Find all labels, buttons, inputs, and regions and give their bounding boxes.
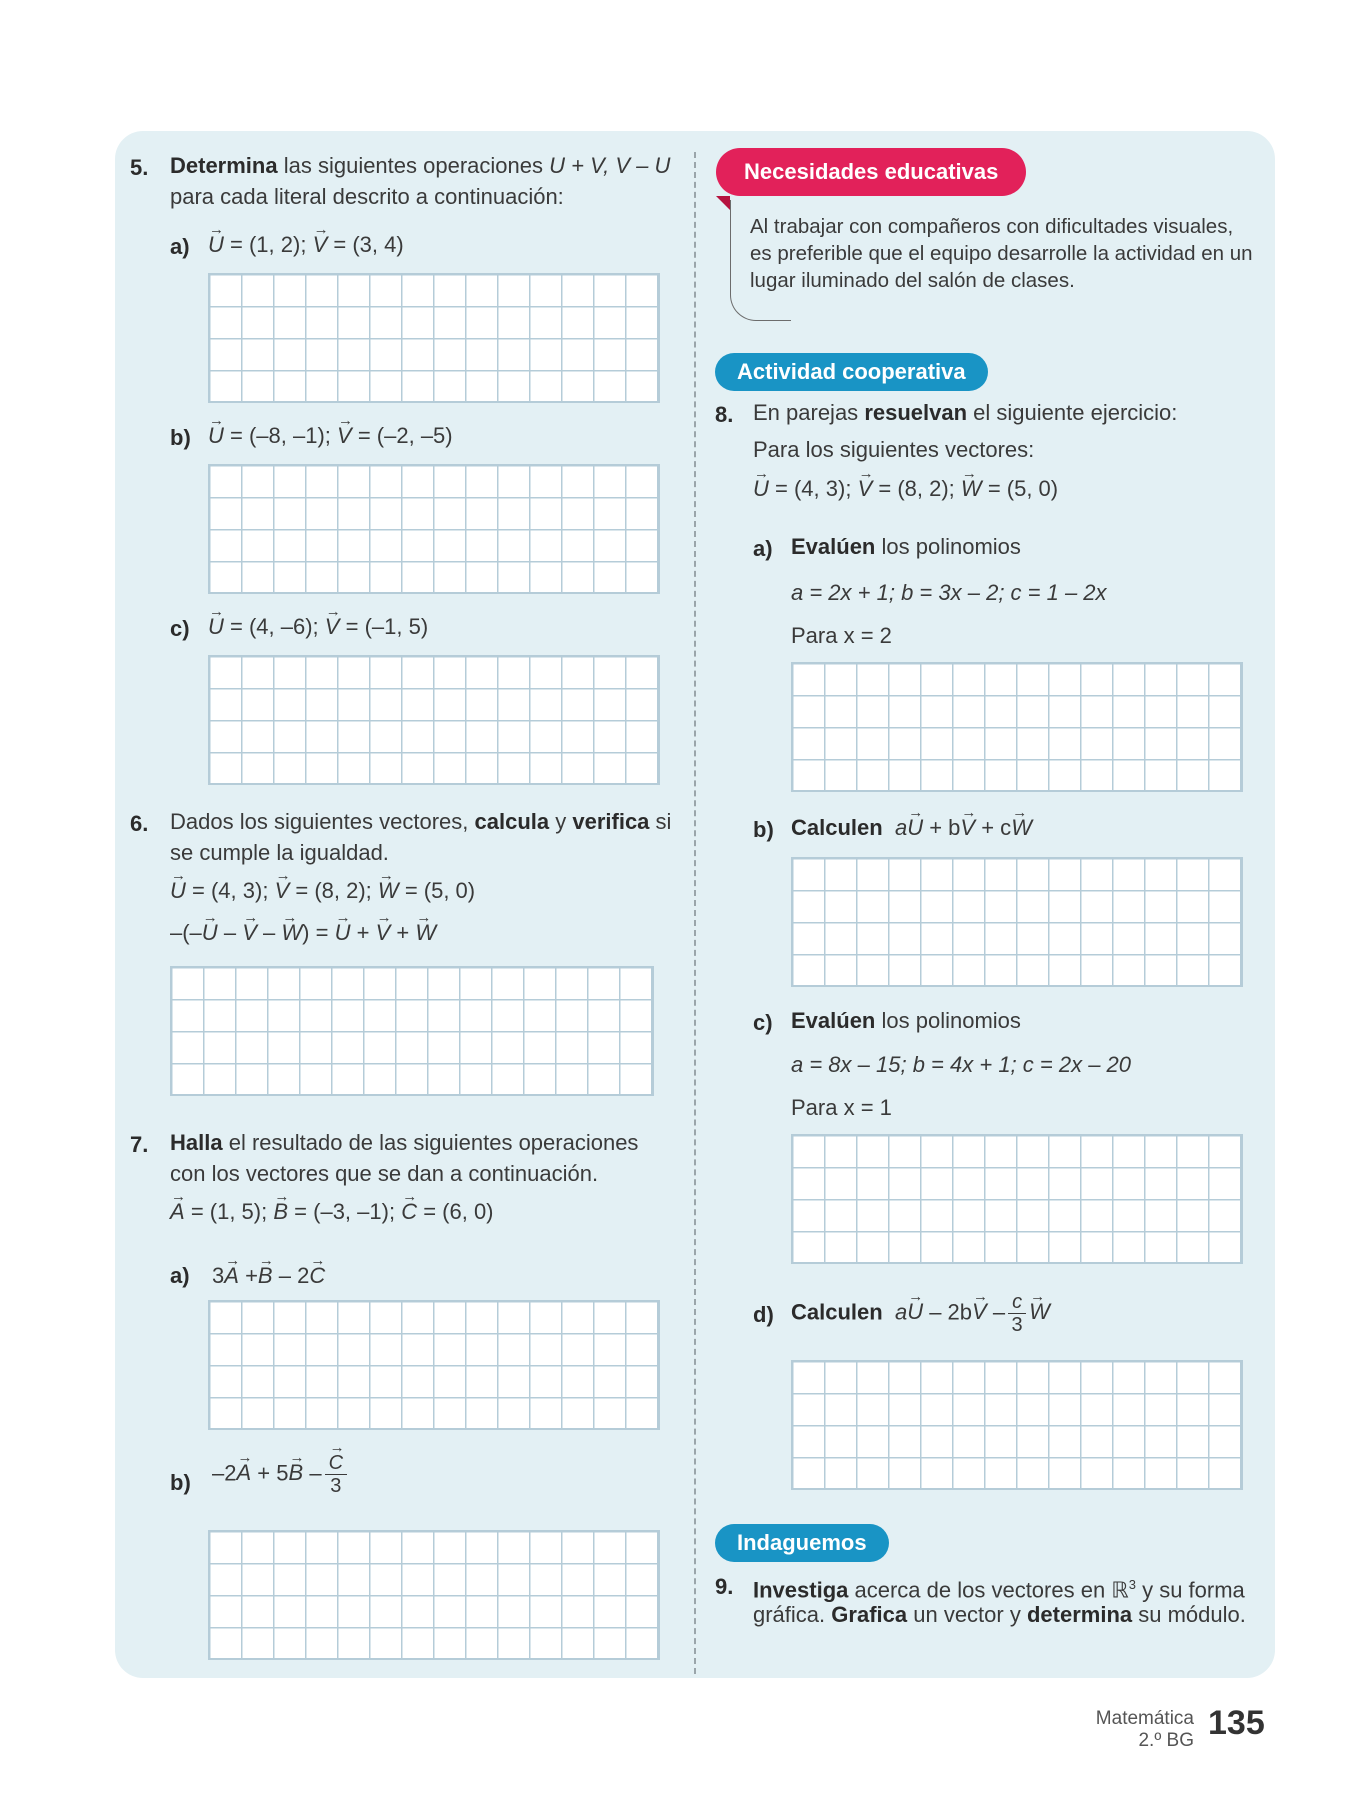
ex5-c-label: c) — [170, 616, 190, 641]
ex8-b-statement: Calculen a→ U + b→ V + c→ W — [791, 813, 1032, 843]
ex5-c-answer-grid[interactable] — [208, 655, 660, 785]
ex8-a-label: a) — [753, 536, 773, 561]
ex5-b-label: b) — [170, 425, 191, 450]
exercise-8-statement: En parejas resuelvan el siguiente ejercicio: — [753, 400, 1178, 425]
exercise-5-statement: Determina las siguientes operaciones U + V, V – U — [170, 153, 671, 178]
ex8-c-answer-grid[interactable] — [791, 1134, 1243, 1264]
exercise-9-statement-line2: gráfica. Grafica un vector y determina su módulo. — [753, 1602, 1246, 1627]
ex7-vector-values: → A = (1, 5); → B = (–3, –1); → C = (6, 0) — [170, 1197, 494, 1227]
necesidades-line-1: Al trabajar con compañeros con dificultades visuales, — [750, 215, 1234, 238]
ex6-answer-grid[interactable] — [170, 966, 654, 1096]
ex5-a-answer-grid[interactable] — [208, 273, 660, 403]
footer-grade: 2.º BG — [1138, 1730, 1194, 1751]
ex5-b-answer-grid[interactable] — [208, 464, 660, 594]
necesidades-line-2: es preferible que el equipo desarrolle la actividad en un — [750, 242, 1253, 265]
ex8-c-polynomials: a = 8x – 15; b = 4x + 1; c = 2x – 20 — [791, 1052, 1132, 1077]
exercise-9-statement: Investiga acerca de los vectores en ℝ$^3$ y su forma — [753, 1577, 1245, 1603]
actividad-cooperativa-heading: Actividad cooperativa — [715, 353, 988, 391]
exercise-8-number: 8. — [715, 402, 734, 427]
footer-subject: Matemática — [1095, 1708, 1194, 1729]
ex7-a-answer-grid[interactable] — [208, 1300, 660, 1430]
ex8-b-label: b) — [753, 817, 774, 842]
exercise-7-statement-line2: con los vectores que se dan a continuación. — [170, 1161, 599, 1186]
ex7-a-label: a) — [170, 1263, 190, 1288]
ex8-c-label: c) — [753, 1010, 773, 1035]
ex8-a-statement: Evalúen los polinomios — [791, 534, 1021, 559]
ex8-d-answer-grid[interactable] — [791, 1360, 1243, 1490]
exercise-6-statement: Dados los siguientes vectores, calcula y verifica si — [170, 809, 672, 834]
exercise-7-statement: Halla el resultado de las siguientes operaciones — [170, 1130, 639, 1155]
ex5-a-label: a) — [170, 234, 190, 259]
ex8-a-polynomials: a = 2x + 1; b = 3x – 2; c = 1 – 2x — [791, 580, 1107, 605]
necesidades-line-3: lugar iluminado del salón de clases. — [750, 269, 1075, 292]
ex8-d-label: d) — [753, 1302, 774, 1327]
ex7-a-expression: 3→ A +→ B – 2→ C — [212, 1261, 325, 1291]
ex8-d-statement: Calculen a→ U – 2b→ V – $\frac{c}{3}$ → W — [791, 1291, 1050, 1336]
ex7-b-expression: –2→ A + 5→ B – → $\frac{C}{3}$ — [212, 1452, 350, 1497]
ex8-c-evaluate-at: Para x = 1 — [791, 1095, 892, 1120]
page-number: 135 — [1208, 1704, 1265, 1742]
ex7-b-label: b) — [170, 1470, 191, 1495]
necesidades-educativas-heading: Necesidades educativas — [716, 148, 1026, 196]
ex8-a-answer-grid[interactable] — [791, 662, 1243, 792]
exercise-5-statement-line2: para cada literal descrito a continuación: — [170, 184, 564, 209]
ex6-identity: –(–→ U – → V – → W) = → U + → V + → W — [170, 918, 436, 948]
ex5-a-expression: → U = (1, 2); → V = (3, 4) — [208, 230, 404, 260]
ex7-b-answer-grid[interactable] — [208, 1530, 660, 1660]
exercise-7-number: 7. — [130, 1132, 149, 1157]
exercise-9-number: 9. — [715, 1574, 734, 1599]
ex6-vector-values: → U = (4, 3); → V = (8, 2); → W = (5, 0) — [170, 876, 475, 906]
column-divider — [694, 152, 696, 1674]
exercise-6-number: 6. — [130, 811, 149, 836]
ex8-a-evaluate-at: Para x = 2 — [791, 623, 892, 648]
exercise-8-statement-line2: Para los siguientes vectores: — [753, 437, 1035, 462]
exercise-6-statement-line2: se cumple la igualdad. — [170, 840, 389, 865]
ex8-vector-values: → U = (4, 3); → V = (8, 2); → W = (5, 0) — [753, 474, 1058, 504]
exercise-5-number: 5. — [130, 155, 149, 180]
indaguemos-heading: Indaguemos — [715, 1524, 889, 1562]
note-flag-corner — [716, 196, 730, 210]
ex5-b-expression: → U = (–8, –1); → V = (–2, –5) — [208, 421, 453, 451]
ex8-b-answer-grid[interactable] — [791, 857, 1243, 987]
ex8-c-statement: Evalúen los polinomios — [791, 1008, 1021, 1033]
ex5-c-expression: → U = (4, –6); → V = (–1, 5) — [208, 612, 428, 642]
